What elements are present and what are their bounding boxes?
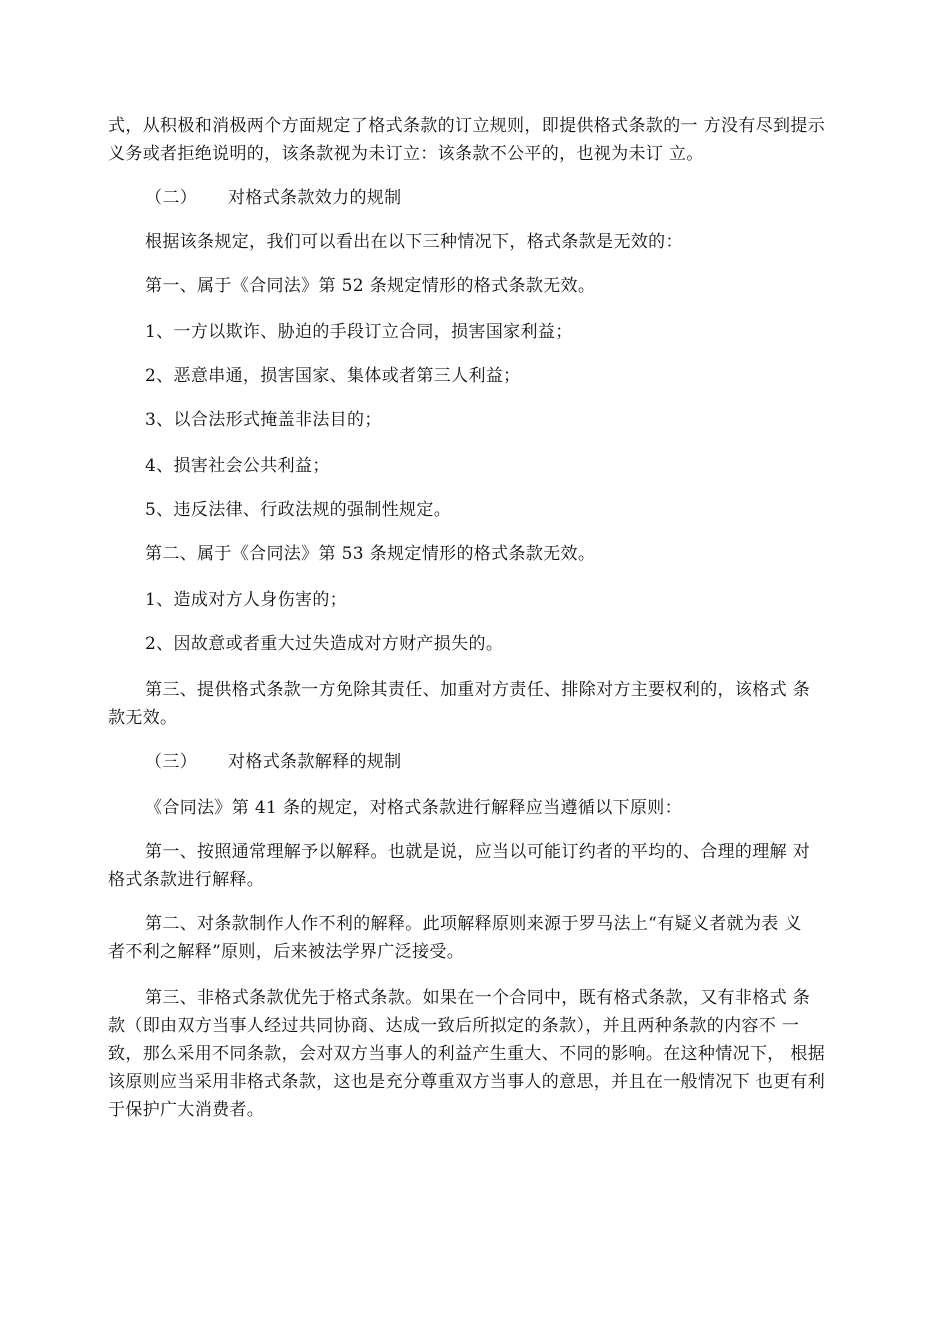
list-item: 2、恶意串通，损害国家、集体或者第三人利益； [145,366,521,386]
paragraph: 《合同法》第 41 条的规定，对格式条款进行解释应当遵循以下原则： [145,798,682,818]
paragraph-line: 第三、非格式条款优先于格式条款。如果在一个合同中，既有格式条款，又有非格式 条 [145,988,811,1008]
list-item: 4、损害社会公共利益； [145,456,330,476]
paragraph-line: 款无效。 [108,708,178,728]
paragraph-line: 于保护广大消费者。 [108,1100,265,1120]
paragraph-line: 第三、提供格式条款一方免除其责任、加重对方责任、排除对方主要权利的，该格式 条 [145,680,811,700]
paragraph-line: 第二、对条款制作人作不利的解释。此项解释原则来源于罗马法上“有疑义者就为表 义 [145,914,802,934]
paragraph: 根据该条规定，我们可以看出在以下三种情况下，格式条款是无效的： [145,232,683,252]
paragraph: 第二、属于《合同法》第 53 条规定情形的格式条款无效。 [145,544,596,564]
section-heading: 对格式条款解释的规制 [228,752,402,772]
list-item: 1、一方以欺诈、胁迫的手段订立合同，损害国家利益； [145,322,573,342]
list-item: 5、违反法律、行政法规的强制性规定。 [145,500,452,520]
paragraph-line: 者不利之解释”原则，后来被法学界广泛接受。 [108,942,465,962]
paragraph-line: 第一、按照通常理解予以解释。也就是说，应当以可能订约者的平均的、合理的理解 对 [145,842,811,862]
section-number: （二） [145,188,198,208]
list-item: 2、因故意或者重大过失造成对方财产损失的。 [145,634,504,654]
section-number: （三） [145,752,198,772]
paragraph-line: 义务或者拒绝说明的，该条款视为未订立：该条款不公平的，也视为未订 立。 [108,144,704,164]
list-item: 3、以合法形式掩盖非法目的； [145,410,382,430]
paragraph-line: 该原则应当采用非格式条款，这也是充分尊重双方当事人的意思，并且在一般情况下 也更有利 [108,1072,826,1092]
paragraph: 第一、属于《合同法》第 52 条规定情形的格式条款无效。 [145,276,596,296]
paragraph-line: 式，从积极和消极两个方面规定了格式条款的订立规则，即提供格式条款的一 方没有尽到提示 [108,116,826,136]
paragraph-line: 款（即由双方当事人经过共同协商、达成一致后所拟定的条款），并且两种条款的内容不 一 [108,1016,800,1036]
paragraph-line: 致，那么采用不同条款，会对双方当事人的利益产生重大、不同的影响。在这种情况下， 根据 [108,1044,826,1064]
paragraph-line: 格式条款进行解释。 [108,870,265,890]
list-item: 1、造成对方人身伤害的； [145,590,348,610]
section-heading: 对格式条款效力的规制 [228,188,402,208]
